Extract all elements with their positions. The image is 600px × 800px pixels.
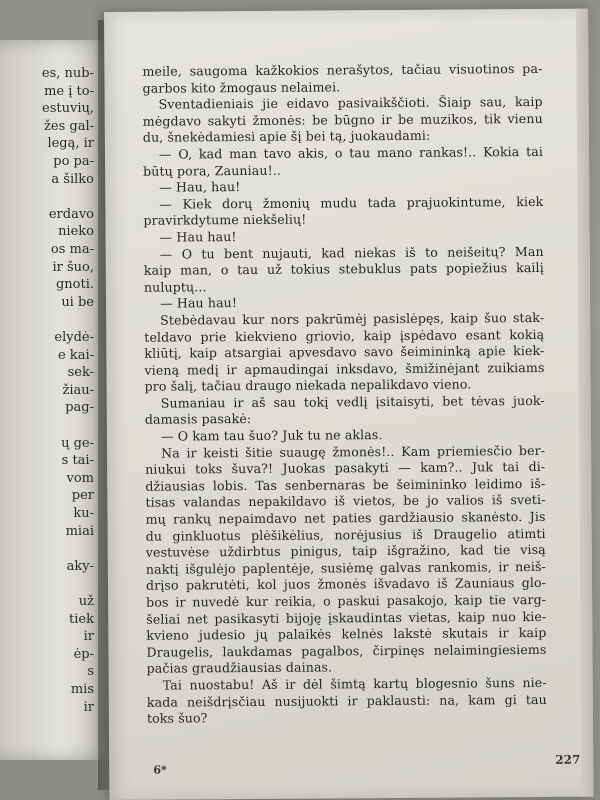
left-page-line: pag- bbox=[65, 400, 94, 416]
text-line: Tai nuostabu! Aš ir dėl šimtą kartų blogesnio šuns nie- bbox=[162, 674, 547, 693]
left-page-line: erdavo bbox=[48, 206, 94, 222]
right-page bbox=[104, 9, 593, 800]
left-page-line: žiau- bbox=[62, 382, 94, 398]
text-line: mų rankų nepaimdavo net paties gardžiausio skanėsto. Jis bbox=[145, 508, 546, 527]
text-line: — Hau hau! bbox=[159, 229, 237, 245]
text-line: — O kam tau šuo? Juk tu ne aklas. bbox=[160, 427, 383, 444]
text-line: — Hau, hau! bbox=[159, 179, 241, 195]
text-line: nuluptų... bbox=[143, 279, 207, 295]
text-line: meile, saugoma kažkokios nerašytos, tačiau visuotinos pa- bbox=[142, 60, 543, 79]
text-line: — O, kad man tavo akis, o tau mano rankas!.. Kokia tai bbox=[158, 143, 544, 162]
text-line: drįso pakrutėti, kol juos žmonės išvadavo iš Zauniaus glo- bbox=[145, 575, 547, 594]
left-page-line: ų ge- bbox=[61, 435, 94, 451]
text-line: vestuvėse uždirbtus pinigus, taip išgražino, kad tie visą bbox=[145, 542, 546, 560]
left-page-line: per bbox=[71, 488, 94, 504]
text-line: kaip man, o tau už tokius stebuklus pats popiežius kailį bbox=[143, 260, 544, 278]
left-page-line: tiek bbox=[69, 611, 94, 627]
left-page-line: sek- bbox=[67, 365, 94, 381]
text-line: toks šuo? bbox=[146, 710, 208, 726]
left-page-line: ir bbox=[83, 629, 94, 645]
text-line: pačias graudžiausias dainas. bbox=[146, 659, 333, 677]
text-line: pro šalį, tačiau draugo niekada nepalikdavo vieno. bbox=[144, 376, 472, 395]
text-line: tisas valandas nepakildavo iš vietos, be jo valios iš sveti- bbox=[145, 492, 546, 511]
left-page-line: legą, ir bbox=[47, 136, 94, 152]
text-line: kvieno judesio jų palaikės kelnės lakstė skutais ir kaip bbox=[146, 625, 547, 643]
text-line: — Hau hau! bbox=[159, 295, 238, 311]
text-line: vieną medį ir apmaudingai inksdavo, šmižinėjant zuikiams bbox=[144, 359, 545, 378]
text-line: būtų pora, Zauniau!.. bbox=[143, 162, 281, 179]
text-line: teldavo prie kiekvieno griovio, kaip įspėdavo esant kokią bbox=[144, 326, 545, 345]
body-text bbox=[142, 61, 547, 728]
text-line: džiausias lobis. Tas senbernaras be šeimininko leidimo iš- bbox=[145, 475, 546, 494]
text-line: Sventadieniais jie eidavo pasivaikščioti. Šiaip sau, kaip bbox=[158, 94, 543, 112]
left-page-line: miai bbox=[65, 523, 94, 539]
text-line: — Kiek dorų žmonių mudu tada prajuokintume, kiek bbox=[159, 193, 544, 212]
left-page-line: e kai- bbox=[57, 347, 94, 363]
text-line: damasis pasakė: bbox=[144, 411, 252, 428]
left-page-line: gnoti. bbox=[55, 277, 94, 293]
text-line: Draugelis, laukdamas pagalbos, čirpinęs nelaimingiesiems bbox=[146, 641, 547, 660]
left-page-line: es, nub- bbox=[41, 66, 94, 81]
left-page-line: vom bbox=[66, 470, 94, 486]
page-number: 227 bbox=[555, 752, 581, 767]
text-line: bos ir nuvedė kur reikia, o paskui pasakojo, kaip tie varg- bbox=[146, 591, 547, 610]
text-line: naktį išgulėjo paplentėje, susiėmę galvas rankomis, ir neiš- bbox=[145, 558, 546, 577]
text-line: niukui toks šuva?! Juokas pasakyti — kam?.. Juk tai di- bbox=[145, 459, 546, 477]
text-line: kliūtį, kaip atsargiai apvesdavo savo šeimininką apie kiek- bbox=[144, 343, 545, 361]
page-edge bbox=[576, 9, 594, 797]
left-page-line: os ma- bbox=[50, 242, 94, 257]
text-line: pravirkdytume niekšelių! bbox=[143, 211, 307, 229]
text-line: šeliai net pasikasyti bijoję įskaudintas vietas, kaip nuo kie- bbox=[146, 608, 547, 627]
text-line: mėgdavo sakyti žmonės: be būgno ir be muzikos, tik vienu bbox=[142, 110, 543, 129]
left-page-line: po pa- bbox=[53, 154, 94, 169]
left-page-line: me į to- bbox=[44, 83, 94, 99]
left-page-line: ir šuo, bbox=[52, 259, 94, 275]
left-page-line: ėp- bbox=[73, 646, 94, 662]
text-line: Stebėdavau kur nors pakrūmėj pasislėpęs, kaip šuo stak- bbox=[160, 309, 545, 328]
left-page-line: mis bbox=[70, 682, 94, 697]
text-line: du ginkluotus plėšikėlius, norėjusius iš Draugelio atimti bbox=[145, 525, 546, 544]
text-line: du, šnekėdamiesi apie šį bei tą, juokaudami: bbox=[142, 128, 431, 146]
left-page-line: ir bbox=[83, 699, 94, 715]
signature-mark: 6* bbox=[153, 763, 167, 777]
left-page-line: žes gal- bbox=[44, 118, 94, 134]
left-page-line: ku- bbox=[73, 506, 94, 521]
left-page-line: ui be bbox=[61, 294, 94, 310]
left-page-line: s bbox=[87, 664, 94, 680]
left-page-line: a šilko bbox=[51, 171, 94, 187]
text-line: garbos kito žmogaus nelaimei. bbox=[142, 78, 341, 96]
text-line: kada neišdrįsčiau nusijuokti ir paklausti: na, kam gi tau bbox=[146, 691, 547, 710]
left-page bbox=[0, 40, 106, 760]
left-page-line: aky- bbox=[66, 558, 94, 574]
left-page-line: s tai- bbox=[61, 453, 94, 469]
left-page-line: nieko bbox=[58, 224, 94, 240]
text-line: Na ir keisti šitie suaugę žmonės!.. Kam priemiesčio ber- bbox=[161, 442, 546, 461]
left-page-line: už bbox=[78, 594, 94, 609]
text-line: Sumaniau ir aš sau tokį vedlį įsitaisyti, bet tėvas juok- bbox=[160, 392, 545, 411]
text-line: — O tu bent nujauti, kad niekas iš to neišeitų? Man bbox=[159, 243, 544, 262]
left-page-line: estuvių, bbox=[42, 101, 94, 117]
left-page-line: elydė- bbox=[54, 330, 94, 345]
